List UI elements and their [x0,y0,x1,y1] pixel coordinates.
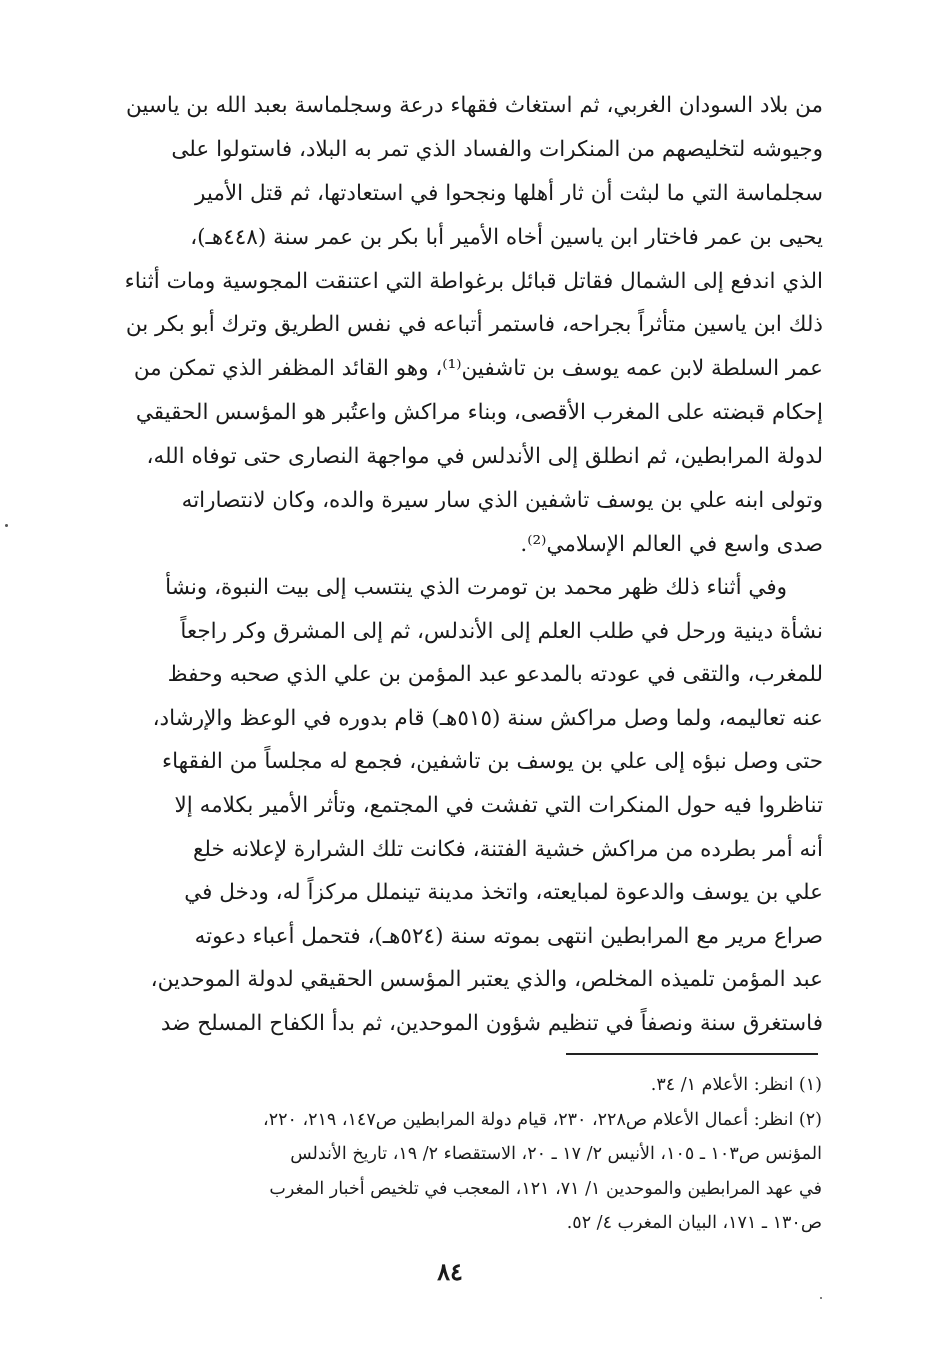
text-line: تناظروا فيه حول المنكرات التي تفشت في المجتمع، وتأثر الأمير بكلامه إلا [174,792,823,818]
scan-speck [5,524,8,527]
text-line: علي بن يوسف والدعوة لمبايعته، واتخذ مدينة تينملل مركزاً له، ودخل في [184,880,823,906]
footnote-separator [566,1053,818,1055]
footnote-1: (١) انظر: الأعلام ١/ ٣٤. [650,1075,822,1095]
text-line: وجيوشه لتخليصهم من المنكرات والفساد الذي تمر به البلاد، فاستولوا على [171,136,823,162]
text-line: لدولة المرابطين، ثم انطلق إلى الأندلس في مواجهة النصارى حتى توفاه الله، [146,444,823,470]
text-line: من بلاد السودان الغربي، ثم استغاث فقهاء درعة وسجلماسة بعبد الله بن ياسين [126,93,823,118]
text-line: ذلك ابن ياسين متأثراً بجراحه، فاستمر أتباعه في نفس الطريق وترك أبو بكر بن [125,312,823,338]
paragraph-2 [118,566,823,1046]
text-line: سجلماسة التي ما لبثت أن ثار أهلها ونجحوا في استعادتها، ثم قتل الأمير [195,180,823,206]
text-line: يحيى بن عمر فاختار ابن ياسين أخاه الأمير أبا بكر بن عمر سنة (٤٤٨هـ)، [190,224,823,250]
paragraph-1 [118,84,823,567]
footnote-2-line: (٢) انظر: أعمال الأعلام ص٢٢٨، ٢٣٠، قيام دولة المرابطين ص١٤٧، ٢١٩، ٢٢٠، [263,1109,822,1130]
text-line: أنه أمر بطرده من مراكش خشية الفتنة، فكانت تلك الشرارة لإعلانه خلع [192,836,823,862]
text-line: وفي أثناء ذلك ظهر محمد بن تومرت الذي ينتسب إلى بيت النبوة، ونشأ [165,575,787,600]
text-line: للمغرب، والتقى في عودته بالمدعو عبد المؤمن بن علي الذي صحبه وحفظ [167,662,823,688]
text-line: وتولى ابنه علي بن يوسف تاشفين الذي سار سيرة والده، وكان لانتصاراته [181,488,823,514]
footnote-2-line: في عهد المرابطين والموحدين ١/ ٧١، ١٢١، المعجب في تلخيص أخبار المغرب [269,1178,822,1199]
footnote-2-line: المؤنس ص١٠٣ ـ ١٠٥، الأنيس ٢/ ١٧ ـ ٢٠، الاستقصاء ٢/ ١٩، تاريخ الأندلس [290,1144,822,1164]
page-number: ٨٤ [437,1257,463,1286]
text-line: إحكام قبضته على المغرب الأقصى، وبناء مراكش واعتُبر هو المؤسس الحقيقي [135,400,823,426]
scan-speck [820,1297,822,1299]
text-line: فاستغرق سنة ونصفاً في تنظيم شؤون الموحدين، ثم بدأ الكفاح المسلح ضد [160,1010,823,1036]
text-line: حتى وصل نبؤه إلى علي بن يوسف بن تاشفين، فجمع له مجلساً من الفقهاء [162,749,823,775]
text-line: نشأة دينية ورحل في طلب العلم إلى الأندلس، ثم إلى المشرق وكر راجعاً [180,618,823,644]
footnotes [114,1068,822,1241]
text-line-last: صدى واسع في العالم الإسلامي⁽²⁾. [520,531,823,557]
footnote-2-line: ص١٣٠ ـ ١٧١، البيان المغرب ٤/ ٥٢. [566,1213,822,1233]
text-line: عبد المؤمن تلميذه المخلص، والذي يعتبر المؤسس الحقيقي لدولة الموحدين، [150,967,823,993]
text-line: عنه تعاليمه، ولما وصل مراكش سنة (٥١٥هـ) قام بدوره في الوعظ والإرشاد، [152,705,823,731]
text-line: صراع مرير مع المرابطين انتهى بموته سنة (٥٢٤هـ)، فتحمل أعباء دعوته [194,923,823,949]
text-line: الذي اندفع إلى الشمال فقاتل قبائل برغواطة التي اعتنقت المجوسية ومات أثناء [124,268,823,294]
text-line: عمر السلطة لابن عمه يوسف بن تاشفين⁽¹⁾، وهو القائد المظفر الذي تمكن من [133,356,823,382]
